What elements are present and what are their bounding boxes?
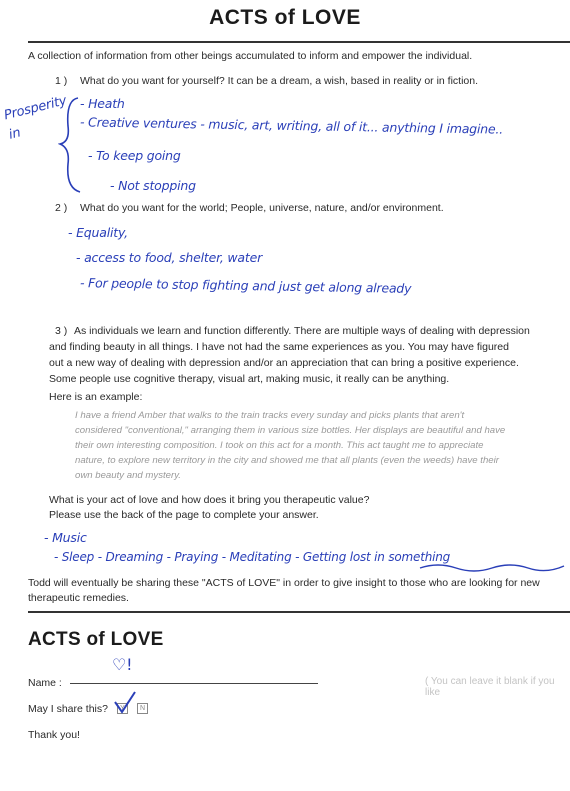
page-title: ACTS of LOVE (209, 6, 361, 29)
q1-hand-line-4: - Not stopping (110, 178, 196, 193)
name-value-handwritten: ♡! (112, 655, 133, 674)
q1-hand-line-3: - To keep going (88, 148, 181, 163)
example-line-4: nature, to explore new territory in the city and showed me that all plants (even the weeds) have their (75, 455, 499, 466)
top-divider (28, 41, 570, 43)
q3-line-1: As individuals we learn and function differently. There are multiple ways of dealing with depression (74, 325, 530, 337)
example-line-2: considered "conventional," arranging them in various size bottles. Her displays are beautiful and have (75, 425, 506, 436)
q3-line-3: out a new way of dealing with depression and/or an appreciation that can bring a positive experience. (49, 357, 519, 369)
q2-hand-line-2: - access to food, shelter, water (76, 250, 263, 265)
prompt-line-2: Please use the back of the page to complete your answer. (49, 509, 319, 521)
thank-you-text: Thank you! (28, 729, 80, 741)
q1-hand-line-1: - Heath (80, 96, 125, 111)
answer-underline (418, 560, 568, 574)
q1-margin-note: Prosperity in (2, 93, 69, 143)
q3-number: 3 ) (55, 325, 68, 337)
blank-note: ( You can leave it blank if you like (425, 676, 555, 698)
example-line-1: I have a friend Amber that walks to the train tracks every sunday and picks plants that aren't (75, 410, 465, 421)
q2-text: What do you want for the world; People, universe, nature, and/or environment. (80, 202, 444, 214)
q1-text: What do you want for yourself? It can be a dream, a wish, based in reality or in fiction. (80, 75, 479, 87)
example-line-5: own beauty and mystery. (75, 470, 181, 481)
example-label: Here is an example: (49, 391, 143, 403)
prompt-line-1: What is your act of love and how does it bring you therapeutic value? (49, 494, 370, 506)
q1-brace (58, 96, 84, 196)
form-title: ACTS of LOVE (28, 629, 164, 650)
intro-text: A collection of information from other beings accumulated to inform and empower the individual. (28, 50, 473, 62)
answer-line-2: - Sleep - Dreaming - Praying - Meditating - Getting lost in something (54, 550, 451, 564)
q3-line-4: Some people use cognitive therapy, visual art, making music, it really can be anything. (49, 373, 450, 385)
footer-note-2: therapeutic remedies. (28, 592, 129, 604)
name-field[interactable] (70, 683, 318, 684)
q2-hand-line-3: - For people to stop fighting and just get along already (79, 275, 412, 296)
example-line-3: their own interesting composition. I took on this act for a month. This act taught me to appreciate (75, 440, 484, 451)
q1-hand-line-2: - Creative ventures - music, art, writing, all of it... anything I imagine.. (79, 114, 504, 137)
share-label: May I share this? (28, 703, 108, 715)
q1-number: 1 ) (55, 75, 68, 87)
check-mark-icon (112, 690, 138, 716)
q2-number: 2 ) (55, 202, 68, 214)
q3-line-2: and finding beauty in all things. I have not had the same experiences as you. You may have figured (49, 341, 509, 353)
share-no-checkbox[interactable]: N (137, 703, 148, 714)
bottom-divider (28, 611, 570, 613)
q2-hand-line-1: - Equality, (68, 225, 128, 240)
name-label: Name : (28, 677, 62, 689)
answer-line-1: - Music (44, 530, 87, 545)
footer-note-1: Todd will eventually be sharing these "ACTS of LOVE" in order to give insight to those who are looking for new (28, 577, 540, 589)
share-yes-checkbox[interactable]: Y (117, 703, 128, 714)
